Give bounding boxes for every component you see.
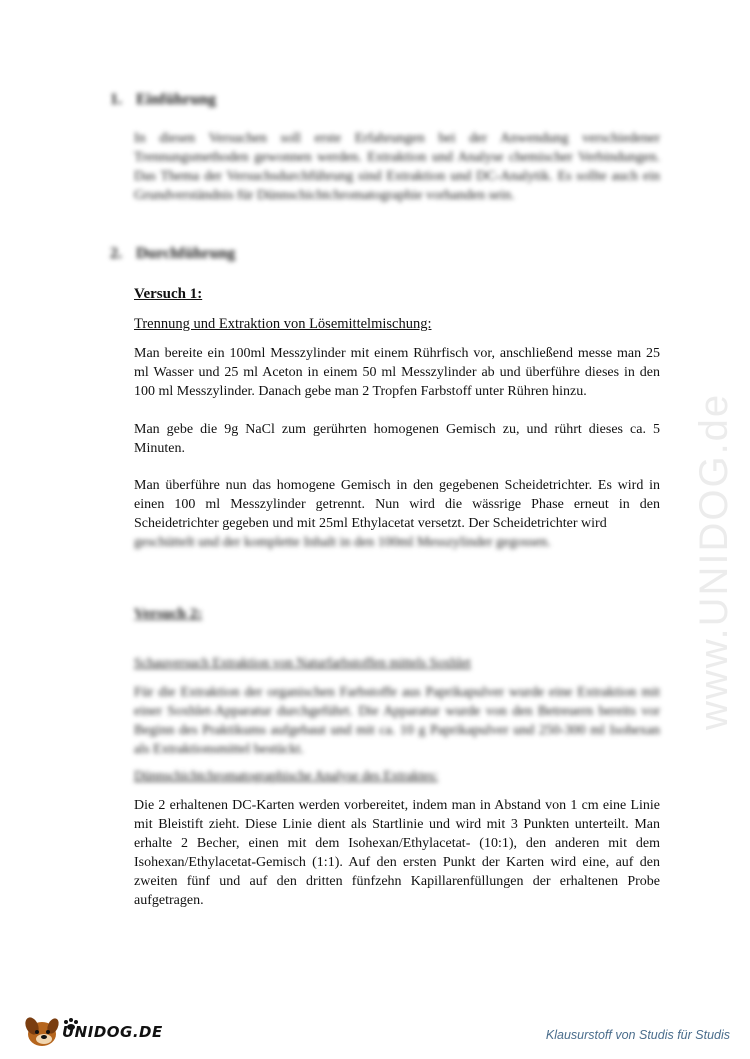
section-1-number: 1.	[110, 91, 122, 108]
section-1-heading	[110, 91, 216, 109]
watermark: www.UNIDOG.de	[692, 392, 736, 730]
section-2-title: Durchführung	[136, 245, 236, 262]
versuch-1-paragraph-3-blurred: geschüttelt und der komplette Inhalt in den 100ml Messzylinder gegossen.	[134, 535, 551, 550]
versuch-2-paragraph-1: Für die Extraktion der organischen Farbstoffe aus Paprikapulver wurde eine Extraktion mit einer Soxhlet-Apparatur durchgeführt. Die Apparatur wurde von den Betreuern bereits vor Beginn des Praktikums aufgebaut und mit ca. 10 g Paprikapulver und 250-300 ml Isohexan als Extraktionsmittel bestückt.	[134, 685, 660, 757]
logo-text: UNIDOG.DE	[62, 1023, 163, 1041]
footer-tagline: Klausurstoff von Studis für Studis	[545, 1028, 730, 1042]
versuch-1-paragraph-1: Man bereite ein 100ml Messzylinder mit einem Rührfisch vor, anschließend messe man 25 ml Wasser und 25 ml Aceton in einem 50 ml Messzylinder ab und überführe dieses in den 100 ml Messzylinder. Danach gebe man 2 Tropfen Farbstoff unter Rühren hinzu.	[134, 346, 660, 399]
versuch-2-title: Versuch 2:	[134, 606, 203, 622]
versuch-1-paragraph-3: Man überführe nun das homogene Gemisch in den gegebenen Scheidetrichter. Es wird in einen 100 ml Messzylinder getrennt. Nun wird die wässrige Phase erneut in den Scheidetrichter gegeben und mit 25ml Ethylacetat versetzt. Der Scheidetrichter wird	[134, 478, 660, 531]
section-1-text: In diesen Versuchen soll erste Erfahrungen bei der Anwendung verschiedener Trennungsmethoden gewonnen werden. Extraktion und Analyse chemischer Verbindungen. Das Thema der Versuchsdurchführung sind Extraktion und DC-Analytik. Es sollte auch ein Grundverständnis für Dünnschichtchromatographie vorhanden sein.	[134, 131, 660, 203]
section-2-heading	[110, 245, 235, 263]
versuch-1-subtitle: Trennung und Extraktion von Lösemittelmischung:	[134, 316, 432, 332]
section-2-number: 2.	[110, 245, 122, 262]
section-1-title: Einführung	[136, 91, 217, 108]
versuch-1-paragraph-2: Man gebe die 9g NaCl zum gerührten homogenen Gemisch zu, und rührt dieses ca. 5 Minuten.	[134, 422, 660, 456]
versuch-1-title: Versuch 1:	[134, 286, 203, 302]
versuch-2-subtitle-2: Dünnschichtchromatographische Analyse des Extraktes:	[134, 768, 439, 783]
versuch-2-paragraph-2: Die 2 erhaltenen DC-Karten werden vorbereitet, indem man in Abstand von 1 cm eine Linie mit Bleistift zieht. Diese Linie dient als Startlinie und wird mit 3 Punkten unterteilt. Man erhalte 2 Becher, einen mit dem Isohexan/Ethylacetat- (10:1), den anderen mit dem Isohexan/Ethylacetat-Gemisch (1:1). Auf den ersten Punkt der Karten wird eine, auf den zweiten fünf und auf den dritten fünfzehn Kapillarenfüllungen der erhaltenen Probe aufgetragen.	[134, 798, 660, 908]
versuch-2-subtitle: Schauversuch Extraktion von Naturfarbstoffen mittels Soxhlet	[134, 655, 471, 670]
